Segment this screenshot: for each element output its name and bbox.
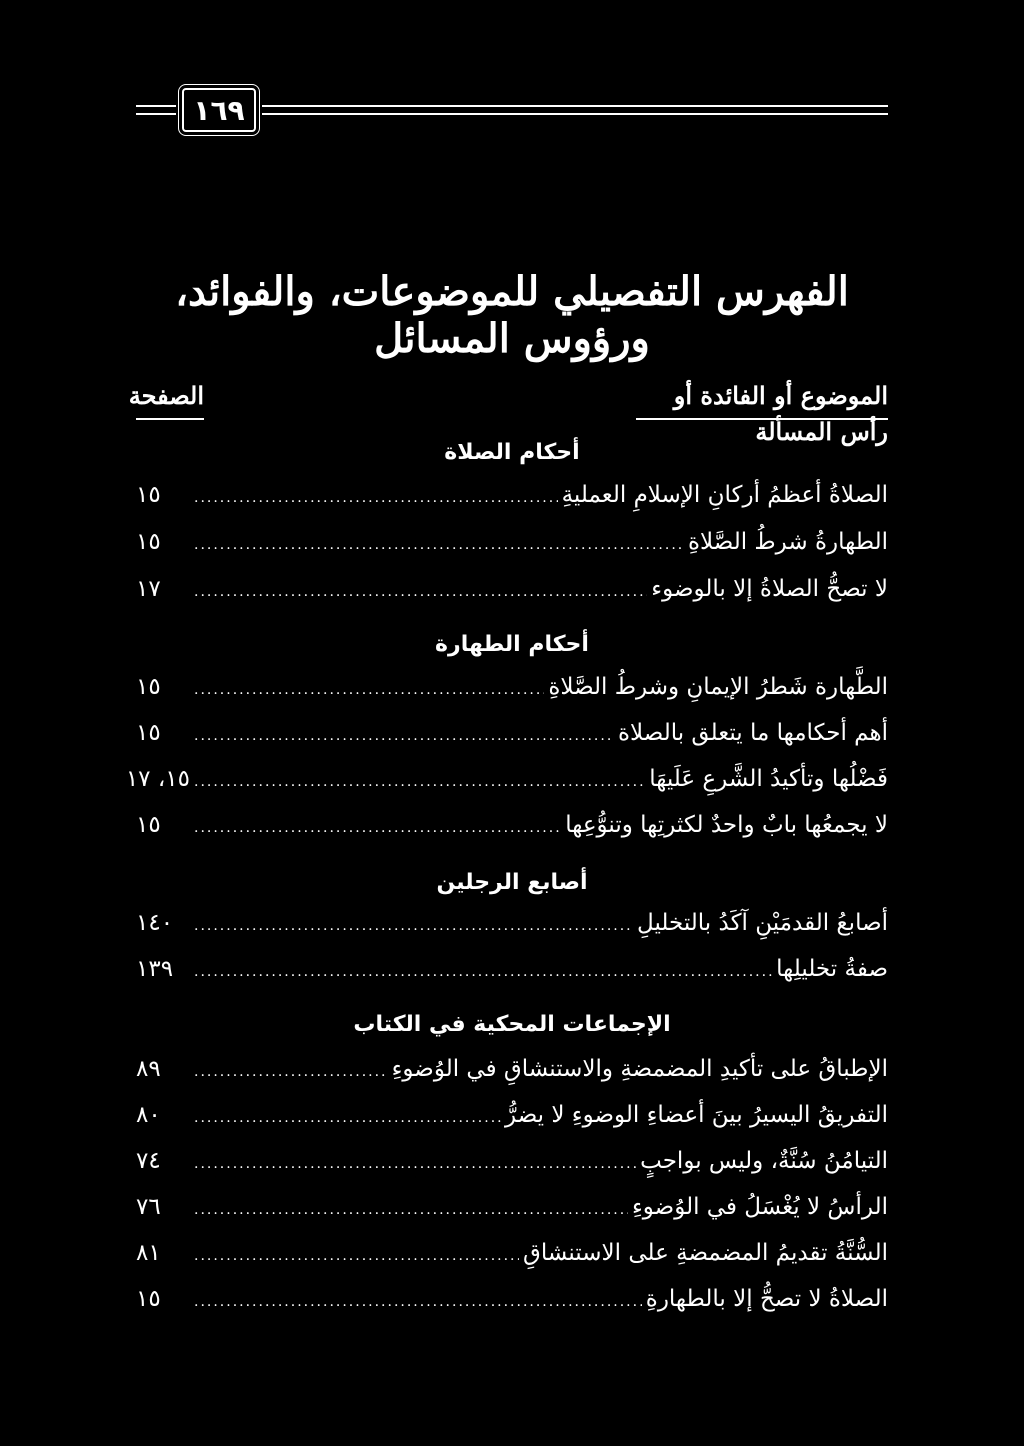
entry-text: الصلاةُ لا تصحُّ إلا بالطهارةِ (645, 1286, 888, 1312)
leader-dots (194, 537, 684, 553)
index-entry[interactable] (136, 720, 888, 756)
entry-page: ١٥، ١٧ (125, 766, 190, 792)
index-entry[interactable] (136, 1286, 888, 1322)
entry-text: التفريقُ اليسيرُ بينَ أعضاءِ الوضوءِ لا يضرُّ (505, 1102, 888, 1128)
leader-dots (194, 1294, 642, 1310)
page-header (136, 86, 888, 134)
header-rule-left (136, 105, 176, 115)
entry-page: ١٥ (136, 674, 161, 700)
leader-dots (194, 490, 558, 506)
index-entry[interactable] (136, 674, 888, 710)
index-title: الفهرس التفصيلي للموضوعات، والفوائد، ورؤوس المسائل (175, 268, 849, 362)
entry-text: الصلاةُ أعظمُ أركانِ الإسلامِ العمليةِ (561, 482, 888, 508)
entry-page: ١٥ (136, 720, 161, 746)
entry-text: لا يجمعُها بابٌ واحدٌ لكثرتِها وتنوُّعِها (565, 812, 888, 838)
entry-text: الطَّهارة شَطرُ الإيمانِ وشرطُ الصَّلاةِ (548, 674, 888, 700)
entry-page: ٨١ (136, 1240, 161, 1266)
leader-dots (194, 964, 772, 980)
entry-page: ١٣٩ (136, 956, 174, 982)
section-title: الإجماعات المحكية في الكتاب (353, 1012, 671, 1037)
entry-page: ١٥ (136, 482, 161, 508)
entry-page: ٨٠ (136, 1102, 161, 1128)
leader-dots (194, 1110, 501, 1126)
entry-page: ١٤٠ (136, 910, 174, 936)
column-header-topic: الموضوع أو الفائدة أو رأس المسألة (636, 378, 888, 420)
entry-text: الرأسُ لا يُغْسَلُ في الوُضوءِ (631, 1194, 888, 1220)
leader-dots (194, 682, 544, 698)
leader-dots (194, 1248, 519, 1264)
header-rule-right (262, 105, 888, 115)
entry-page: ١٥ (136, 1286, 161, 1312)
entry-text: صفةُ تخليلِها (776, 956, 888, 982)
page-number: ١٦٩ (182, 88, 256, 132)
entry-page: ٧٤ (136, 1148, 161, 1174)
index-entry[interactable] (136, 1148, 888, 1184)
entry-text: أصابعُ القدمَيْنِ آكَدُ بالتخليلِ (637, 910, 888, 936)
leader-dots (194, 584, 647, 600)
entry-text: السُّنَّةُ تقديمُ المضمضةِ على الاستنشاقِ (522, 1240, 888, 1266)
section-title: أصابع الرجلين (436, 870, 588, 895)
leader-dots (194, 820, 561, 836)
leader-dots (194, 728, 614, 744)
index-entry[interactable] (136, 1056, 888, 1092)
entry-page: ١٥ (136, 812, 161, 838)
entry-text: التيامُنُ سُنَّةٌ، وليس بواجبٍ (640, 1148, 888, 1174)
index-entry[interactable] (136, 910, 888, 946)
section-title: أحكام الطهارة (435, 632, 589, 657)
index-entry[interactable] (136, 1194, 888, 1230)
index-entry[interactable] (136, 812, 888, 848)
entry-page: ١٥ (136, 529, 161, 555)
leader-dots (194, 1064, 388, 1080)
index-entry[interactable] (136, 529, 888, 565)
leader-dots (194, 774, 645, 790)
index-entry[interactable] (125, 766, 888, 802)
index-entry[interactable] (136, 1240, 888, 1276)
entry-text: الطهارةُ شرطُ الصَّلاةِ (687, 529, 888, 555)
entry-text: فَضْلُها وتأكيدُ الشَّرعِ عَلَيهَا (649, 766, 888, 792)
index-entry[interactable] (136, 1102, 888, 1138)
entry-page: ٧٦ (136, 1194, 161, 1220)
leader-dots (194, 1202, 628, 1218)
section-title: أحكام الصلاة (444, 440, 580, 465)
index-entry[interactable] (136, 576, 888, 612)
entry-text: لا تصحُّ الصلاةُ إلا بالوضوء (651, 576, 888, 602)
entry-text: أهم أحكامها ما يتعلق بالصلاة (617, 720, 888, 746)
index-entry[interactable] (136, 482, 888, 518)
leader-dots (194, 918, 633, 934)
column-header-page: الصفحة (136, 378, 204, 420)
index-entry[interactable] (136, 956, 888, 992)
entry-page: ٨٩ (136, 1056, 161, 1082)
leader-dots (194, 1156, 636, 1172)
entry-page: ١٧ (136, 576, 161, 602)
entry-text: الإطباقُ على تأكيدِ المضمضةِ والاستنشاقِ في الوُضوءِ (391, 1056, 888, 1082)
